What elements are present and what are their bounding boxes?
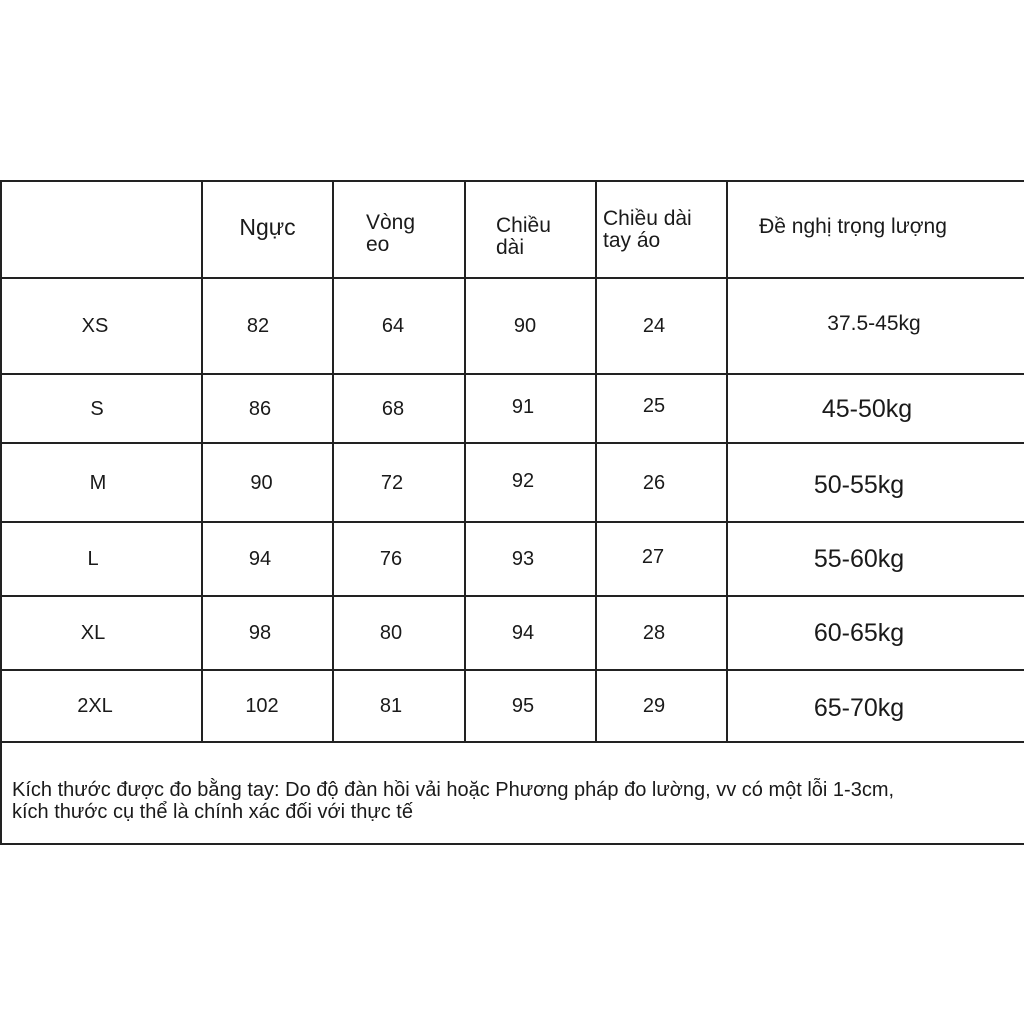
- cell-size: XL: [80, 622, 106, 644]
- header-sleeve-length: [603, 208, 723, 256]
- header-length: [496, 215, 592, 263]
- cell-size: L: [87, 548, 99, 570]
- cell-chest: 82: [246, 315, 270, 337]
- cell-waist: 80: [379, 622, 403, 644]
- cell-suggested-weight: 55-60kg: [813, 545, 905, 573]
- cell-waist: 81: [379, 695, 403, 717]
- header-length-line1: Chiều: [496, 214, 551, 237]
- cell-length: 91: [511, 396, 535, 418]
- cell-chest: 94: [248, 548, 272, 570]
- cell-waist: 64: [381, 315, 405, 337]
- header-waist: [366, 212, 462, 264]
- header-sleeve-line1: Chiều dài: [603, 207, 692, 230]
- cell-length: 90: [513, 315, 537, 337]
- cell-sleeve-length: 27: [641, 546, 665, 568]
- cell-chest: 90: [250, 471, 273, 494]
- cell-waist: 68: [381, 397, 405, 420]
- cell-chest: 102: [245, 695, 279, 717]
- cell-suggested-weight: 50-55kg: [813, 470, 905, 499]
- cell-waist: 72: [380, 471, 404, 494]
- header-sleeve-line2: tay áo: [603, 229, 661, 252]
- cell-size: M: [89, 471, 107, 494]
- header-waist-line2: eo: [366, 233, 390, 256]
- cell-sleeve-length: 29: [642, 695, 666, 717]
- cell-suggested-weight: 37.5-45kg: [827, 312, 921, 335]
- cell-length: 94: [511, 622, 535, 644]
- cell-suggested-weight: 45-50kg: [821, 394, 913, 423]
- measurement-note-line1: Kích thước được đo bằng tay: Do độ đàn hồi vải hoặc Phương pháp đo lường, vv có một lỗi 1-3cm,: [12, 779, 895, 801]
- cell-length: 95: [511, 695, 535, 717]
- cell-sleeve-length: 26: [642, 471, 666, 494]
- cell-sleeve-length: 25: [642, 395, 666, 417]
- cell-chest: 86: [248, 397, 272, 420]
- measurement-note-line2: kích thước cụ thể là chính xác đối với thực tế: [12, 801, 413, 823]
- cell-size: 2XL: [77, 695, 113, 717]
- header-suggested-weight: Đề nghị trọng lượng: [759, 215, 947, 238]
- cell-sleeve-length: 28: [642, 622, 666, 644]
- cell-sleeve-length: 24: [642, 315, 666, 337]
- header-waist-line1: Vòng: [366, 211, 416, 234]
- cell-length: 92: [511, 469, 535, 492]
- header-length-line2: dài: [496, 236, 525, 259]
- cell-suggested-weight: 65-70kg: [813, 694, 905, 722]
- size-chart-table: [0, 180, 1024, 845]
- header-size: [2, 182, 201, 277]
- header-chest: [203, 182, 332, 272]
- cell-chest: 98: [248, 622, 272, 644]
- cell-size: S: [90, 397, 104, 420]
- cell-length: 93: [511, 548, 535, 570]
- cell-suggested-weight: 60-65kg: [813, 619, 905, 647]
- measurement-note: [12, 779, 1012, 823]
- cell-waist: 76: [379, 548, 403, 570]
- cell-size: XS: [81, 315, 109, 337]
- header-chest-label: Ngực: [239, 214, 296, 240]
